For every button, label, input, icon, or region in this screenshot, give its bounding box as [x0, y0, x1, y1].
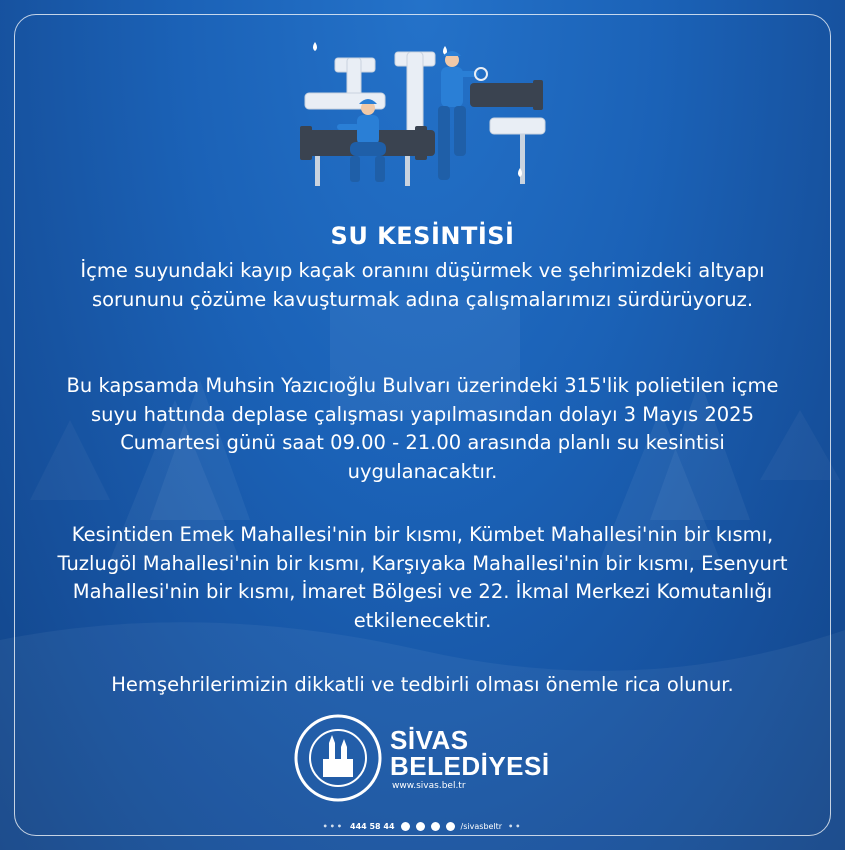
municipality-seal-logo — [293, 713, 383, 803]
brand-website-link[interactable]: www.sivas.bel.tr — [392, 781, 466, 791]
brand-name-line1: SİVAS — [390, 725, 469, 755]
footer-bar — [0, 818, 845, 834]
plumbers-illustration — [295, 38, 555, 193]
brand-name-line2: BELEDİYESİ — [390, 751, 550, 781]
paragraph-intro: İçme suyundaki kayıp kaçak oranını düşürmek ve şehrimizdeki altyapı sorununu çözüme kavuşturmak adına çalışmalarımızı sürdürüyoruz. — [80, 259, 765, 311]
paragraph-details: Bu kapsamda Muhsin Yazıcıoğlu Bulvarı üzerindeki 315'lik polietilen içme suyu hattında deplase çalışması yapılmasından dolayı 3 Mayıs 2025 Cumartesi günü saat 09.00 - 21.00 arasında planlı su kesintisi uygulanacaktır. — [66, 374, 779, 483]
instagram-icon[interactable] — [431, 822, 440, 831]
facebook-icon[interactable] — [401, 822, 410, 831]
footer-dots-left: ••• — [322, 821, 344, 831]
footer-dots-right: •• — [508, 821, 523, 831]
paragraph-affected-areas: Kesintiden Emek Mahallesi'nin bir kısmı, Kümbet Mahallesi'nin bir kısmı, Tuzlugöl Mahallesi'nin bir kısmı, Karşıyaka Mahallesi'nin bir kısmı, Esenyurt Mahallesi'nin bir kısmı, İmaret Bölgesi ve 22. İkmal Merkezi Komutanlığı etkilenecektir. — [57, 523, 788, 632]
phone-number[interactable]: 444 58 44 — [350, 821, 395, 831]
social-handle[interactable]: /sivasbeltr — [460, 821, 503, 831]
x-icon[interactable] — [416, 822, 425, 831]
paragraph-request: Hemşehrilerimizin dikkatli ve tedbirli olması önemle rica olunur. — [111, 673, 734, 696]
youtube-icon[interactable] — [446, 822, 455, 831]
announcement-title: SU KESİNTİSİ — [330, 222, 515, 250]
